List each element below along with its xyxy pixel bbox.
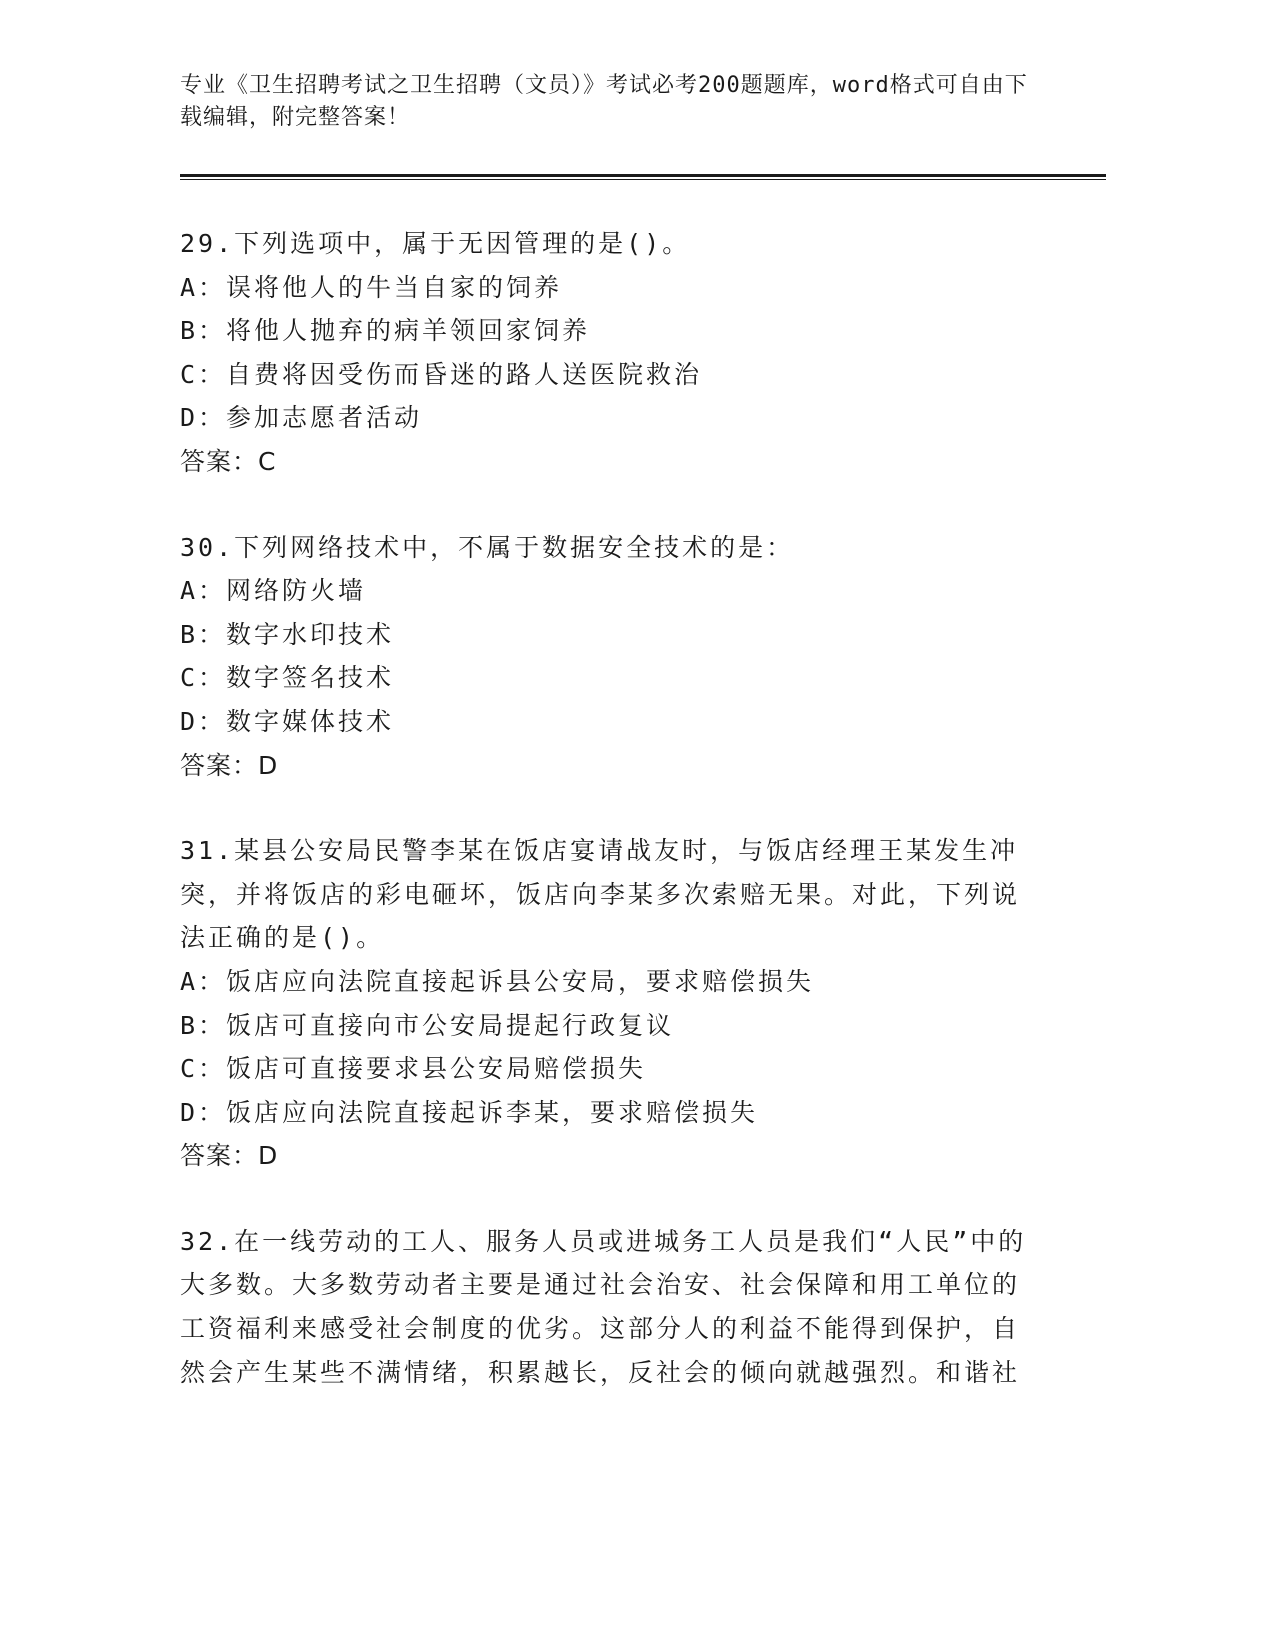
question-32	[180, 1220, 1040, 1394]
option-b: B：将他人抛弃的病羊领回家饲养	[180, 316, 591, 346]
option-a: A：网络防火墙	[180, 576, 367, 606]
question-30	[180, 526, 1040, 788]
question-list	[180, 222, 1040, 1436]
question-31	[180, 829, 1040, 1178]
answer: 答案：D	[180, 1141, 279, 1171]
document-header: 专业《卫生招聘考试之卫生招聘（文员）》考试必考200题题库，word格式可自由下载编辑，附完整答案！	[180, 73, 1028, 130]
option-b: B：数字水印技术	[180, 619, 395, 649]
option-c: C：自费将因受伤而昏迷的路人送医院救治	[180, 359, 703, 389]
option-c: C：数字签名技术	[180, 663, 395, 693]
question-text: 30.下列网络技术中，不属于数据安全技术的是：	[180, 532, 795, 562]
option-d: D：饭店应向法院直接起诉李某，要求赔偿损失	[180, 1097, 759, 1127]
answer: 答案：D	[180, 750, 279, 780]
option-a: A：饭店应向法院直接起诉县公安局，要求赔偿损失	[180, 966, 815, 996]
option-d: D：数字媒体技术	[180, 706, 395, 736]
question-text: 31.某县公安局民警李某在饭店宴请战友时，与饭店经理王某发生冲突，并将饭店的彩电砸坏，饭店向李某多次索赔无果。对此，下列说法正确的是()。	[180, 836, 1021, 953]
header-divider-thin	[180, 179, 1106, 180]
option-c: C：饭店可直接要求县公安局赔偿损失	[180, 1054, 647, 1084]
question-text: 32.在一线劳动的工人、服务人员或进城务工人员是我们“人民”中的大多数。大多数劳动者主要是通过社会治安、社会保障和用工单位的工资福利来感受社会制度的优劣。这部分人的利益不能得到保护，自然会产生某些不满情绪，积累越长，反社会的倾向就越强烈。和谐社	[180, 1226, 1027, 1387]
option-b: B：饭店可直接向市公安局提起行政复议	[180, 1010, 675, 1040]
header-divider-thick	[180, 174, 1106, 177]
question-29	[180, 222, 1040, 484]
option-d: D：参加志愿者活动	[180, 403, 423, 433]
question-text: 29.下列选项中，属于无因管理的是()。	[180, 229, 691, 258]
answer: 答案：C	[180, 446, 277, 476]
option-a: A：误将他人的牛当自家的饲养	[180, 272, 563, 302]
